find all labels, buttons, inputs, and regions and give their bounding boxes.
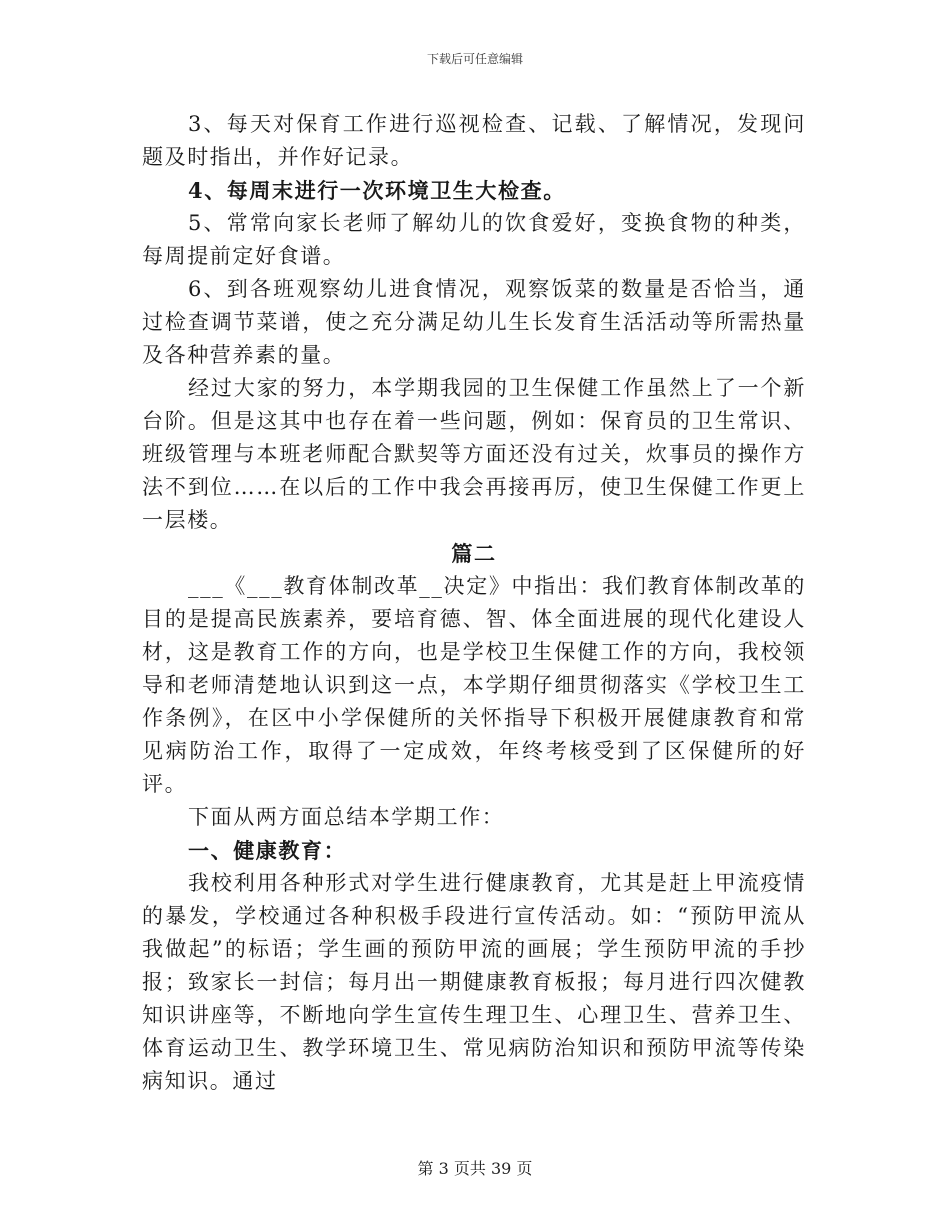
paragraph: 我校利用各种形式对学生进行健康教育，尤其是赶上甲流疫情的暴发，学校通过各种积极手段进行宣传活动。如：“预防甲流从我做起”的标语；学生画的预防甲流的画展；学生预防甲流的手抄报；致家长一封信；每月出一期健康教育板报；每月进行四次健教知识讲座等，不断地向学生宣传生理卫生、心理卫生、营养卫生、体育运动卫生、教学环境卫生、常见病防治知识和预防甲流等传染病知识。通过 — [142, 871, 806, 1093]
paragraph: ___《___教育体制改革__决定》中指出：我们教育体制改革的目的是提高民族素养，要培育德、智、体全面进展的现代化建设人材，这是教育工作的方向，也是学校卫生保健工作的方向，我校领导和老师清楚地认识到这一点，本学期仔细贯彻落实《学校卫生工作条例》，在区中小学保健所的关怀指导下积极开展健康教育和常见病防治工作，取得了一定成效，年终考核受到了区保健所的好评。 — [142, 574, 806, 796]
paragraph: 6、到各班观察幼儿进食情况，观察饭菜的数量是否恰当，通过检查调节菜谱，使之充分满足幼儿生长发育生活活动等所需热量及各种营养素的量。 — [142, 277, 806, 367]
paragraph: 5、常常向家长老师了解幼儿的饮食爱好，变换食物的种类，每周提前定好食谱。 — [142, 211, 806, 268]
section-title: 篇二 — [451, 541, 497, 566]
document-body — [142, 108, 806, 1098]
page-number: 第 3 页共 39 页 — [417, 1159, 533, 1178]
paragraph-bold: 4、每周末进行一次环境卫生大检查。 — [188, 178, 566, 203]
paragraph: 下面从两方面总结本学期工作： — [188, 805, 505, 829]
paragraph: 经过大家的努力，本学期我园的卫生保健工作虽然上了一个新台阶。但是这其中也存在着一些问题，例如：保育员的卫生常识、班级管理与本班老师配合默契等方面还没有过关，炊事员的操作方法不到位……在以后的工作中我会再接再厉，使卫生保健工作更上一层楼。 — [142, 376, 806, 532]
subsection-heading: 一、健康教育： — [188, 838, 347, 863]
paragraph: 3、每天对保育工作进行巡视检查、记载、了解情况，发现问题及时指出，并作好记录。 — [142, 112, 806, 169]
header-note: 下载后可任意编辑 — [426, 52, 523, 66]
